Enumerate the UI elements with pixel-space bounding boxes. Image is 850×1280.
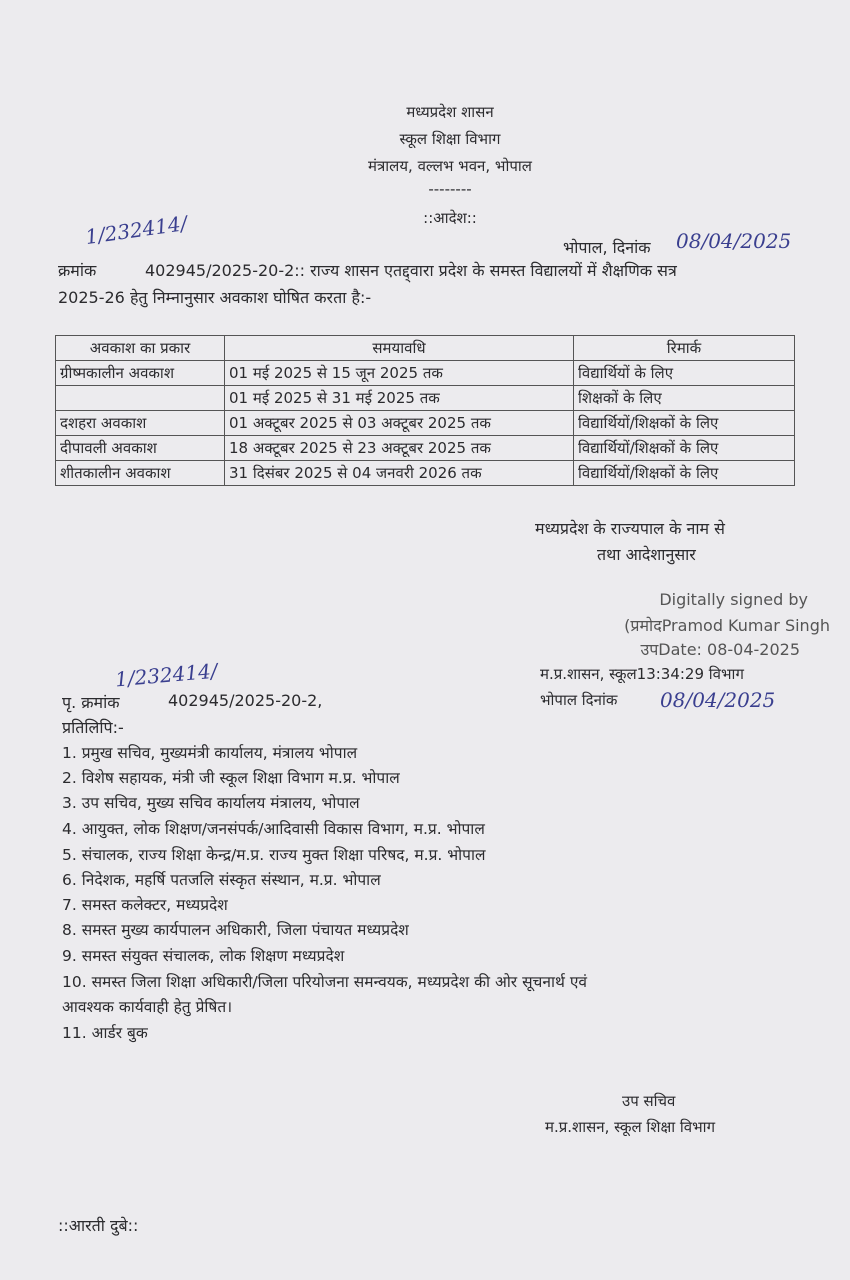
list-item: 9. समस्त संयुक्त संचालक, लोक शिक्षण मध्यप्रदेश [62,947,345,965]
list-item: 5. संचालक, राज्य शिक्षा केन्द्र/म.प्र. राज्य मुक्त शिक्षा परिषद, म.प्र. भोपाल [62,846,486,864]
header-duration: समयावधि [225,336,574,361]
typist-initials: ::आरती दुबे:: [58,1216,139,1235]
table-row [56,361,795,386]
place-date-label: भोपाल, दिनांक [563,238,651,257]
cell-remark: विद्यार्थियों के लिए [574,361,795,386]
handwritten-ref-bottom: 1/232414/ [114,658,219,692]
cell-remark: विद्यार्थियों/शिक्षकों के लिए [574,436,795,461]
list-item: 7. समस्त कलेक्टर, मध्यप्रदेश [62,896,228,914]
order-title: ::आदेश:: [423,209,477,227]
signature-date-label: भोपाल दिनांक [540,691,618,709]
header-leave-type: अवकाश का प्रकार [56,336,225,361]
cell-leave-type: दशहरा अवकाश [56,411,225,436]
signature-line-1: Digitally signed by [659,590,808,609]
header-divider: -------- [428,180,472,198]
handwritten-date-top: 08/04/2025 [676,229,792,253]
table-row [56,461,795,486]
list-item: आवश्यक कार्यवाही हेतु प्रेषित। [62,998,233,1016]
govt-name: मध्यप्रदेश शासन [406,103,494,121]
leave-table [55,335,795,486]
list-item: 3. उप सचिव, मुख्य सचिव कार्यालय मंत्रालय, भोपाल [62,794,360,812]
signature-line-2: (प्रमोदPramod Kumar Singh [624,616,830,635]
list-item: 4. आयुक्त, लोक शिक्षण/जनसंपर्क/आदिवासी विकास विभाग, म.प्र. भोपाल [62,820,485,838]
cell-duration: 01 अक्टूबर 2025 से 03 अक्टूबर 2025 तक [225,411,574,436]
signature-line-4: म.प्र.शासन, स्कूल13:34:29 विभाग [540,665,744,683]
signature-line-3: उपDate: 08-04-2025 [640,640,800,659]
table-row [56,436,795,461]
intro-line-2: 2025-26 हेतु निम्नानुसार अवकाश घोषित करता है:- [58,288,372,307]
cell-leave-type: शीतकालीन अवकाश [56,461,225,486]
authority-line-1: मध्यप्रदेश के राज्यपाल के नाम से [535,519,725,538]
list-item: 8. समस्त मुख्य कार्यपालन अधिकारी, जिला पंचायत मध्यप्रदेश [62,921,409,939]
copy-serial-label: पृ. क्रमांक [62,693,120,712]
cell-leave-type: दीपावली अवकाश [56,436,225,461]
copy-serial-value: 402945/2025-20-2, [168,691,323,710]
cell-remark: विद्यार्थियों/शिक्षकों के लिए [574,411,795,436]
list-item: 11. आर्डर बुक [62,1024,148,1042]
list-item: 6. निदेशक, महर्षि पतजलि संस्कृत संस्थान, म.प्र. भोपाल [62,871,381,889]
authority-line-2: तथा आदेशानुसार [597,545,696,564]
cell-remark: शिक्षकों के लिए [574,386,795,411]
intro-line-1: 402945/2025-20-2:: राज्य शासन एतद्द्वारा प्रदेश के समस्त विद्यालयों में शैक्षणिक सत्र [145,261,677,280]
header-remark: रिमार्क [574,336,795,361]
cell-leave-type: ग्रीष्मकालीन अवकाश [56,361,225,386]
list-item: 2. विशेष सहायक, मंत्री जी स्कूल शिक्षा विभाग म.प्र. भोपाल [62,769,400,787]
table-row [56,411,795,436]
cell-duration: 01 मई 2025 से 31 मई 2025 तक [225,386,574,411]
footer-designation: उप सचिव [622,1092,676,1110]
cell-leave-type [56,386,225,411]
cell-duration: 01 मई 2025 से 15 जून 2025 तक [225,361,574,386]
handwritten-ref-top: 1/232414/ [83,210,189,250]
handwritten-date-bottom: 08/04/2025 [660,688,776,712]
cell-remark: विद्यार्थियों/शिक्षकों के लिए [574,461,795,486]
cell-duration: 31 दिसंबर 2025 से 04 जनवरी 2026 तक [225,461,574,486]
list-item: 1. प्रमुख सचिव, मुख्यमंत्री कार्यालय, मंत्रालय भोपाल [62,744,358,762]
serial-label: क्रमांक [58,261,97,280]
department-name: स्कूल शिक्षा विभाग [399,130,501,148]
table-row [56,386,795,411]
list-item: 10. समस्त जिला शिक्षा अधिकारी/जिला परियोजना समन्वयक, मध्यप्रदेश की ओर सूचनार्थ एवं [62,973,588,991]
office-address: मंत्रालय, वल्लभ भवन, भोपाल [368,157,532,175]
copy-label: प्रतिलिपि:- [62,718,124,737]
cell-duration: 18 अक्टूबर 2025 से 23 अक्टूबर 2025 तक [225,436,574,461]
footer-department: म.प्र.शासन, स्कूल शिक्षा विभाग [545,1118,716,1136]
table-header-row [56,336,795,361]
